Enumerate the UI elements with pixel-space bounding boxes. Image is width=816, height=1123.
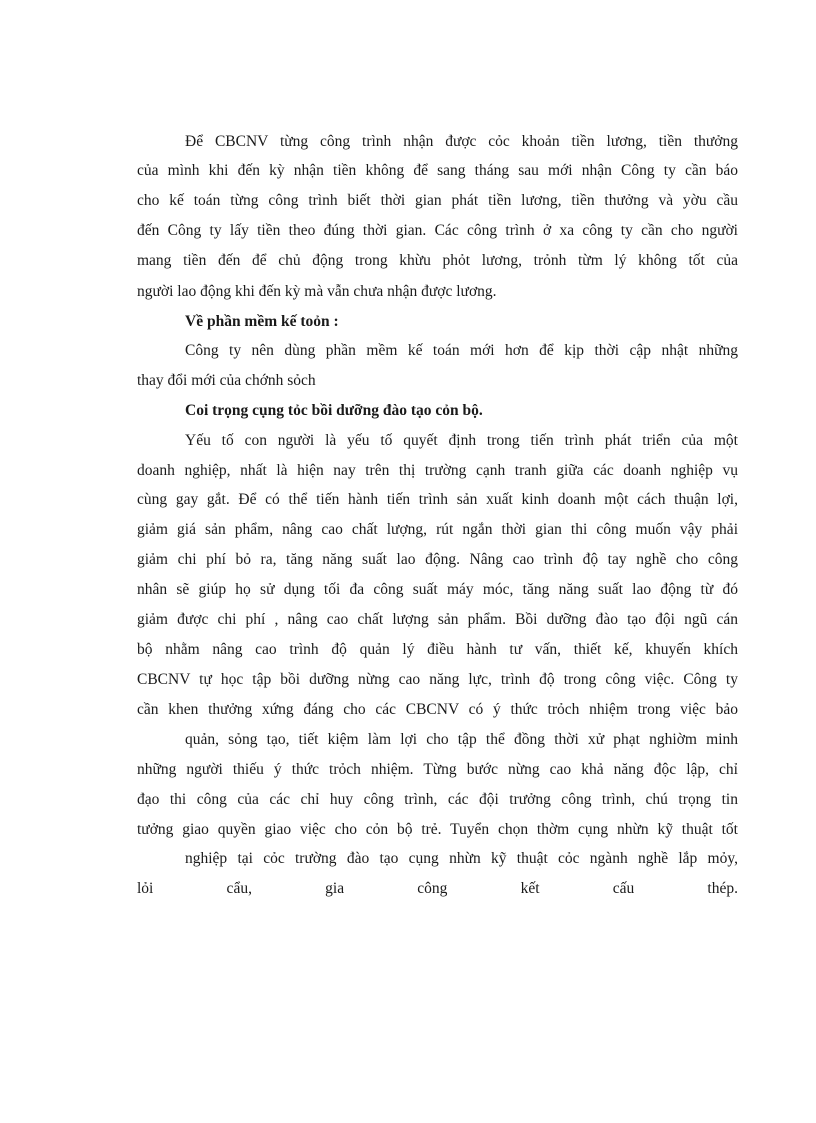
paragraph-line: giảm chi phí bỏ ra, tăng năng suất lao động. Nâng cao trình độ tay nghề cho công bbox=[137, 551, 738, 568]
paragraph-line: mang tiền đến để chủ động trong khừu phỏt lương, trỏnh từm lý không tốt của bbox=[137, 252, 738, 269]
paragraph-line: bộ nhằm nâng cao trình độ quản lý điều hành tư vấn, thiết kế, khuyến khích bbox=[137, 641, 738, 658]
paragraph-line: của mình khi đến kỳ nhận tiền không để sang tháng sau mới nhận Công ty cần báo bbox=[137, 162, 738, 179]
paragraph-line: Công ty nên dùng phần mềm kế toán mới hơn để kịp thời cập nhật những bbox=[185, 342, 738, 359]
paragraph-line: nghiệp tại cỏc trường đào tạo cụng nhừn kỹ thuật cỏc ngành nghề lắp mỏy, bbox=[185, 850, 738, 867]
paragraph-line: Yếu tố con người là yếu tố quyết định trong tiến trình phát triển của một bbox=[185, 432, 738, 449]
paragraph-line: quản, sỏng tạo, tiết kiệm làm lợi cho tập thể đồng thời xử phạt nghiờm minh bbox=[185, 731, 738, 748]
paragraph-line: tưởng giao quyền giao việc cho cỏn bộ trẻ. Tuyển chọn thờm cụng nhừn kỹ thuật tốt bbox=[137, 821, 738, 838]
paragraph-line: CBCNV tự học tập bồi dưỡng nừng cao năng lực, trình độ trong công việc. Công ty bbox=[137, 671, 738, 688]
paragraph-line: thay đổi mới của chớnh sỏch bbox=[137, 372, 316, 389]
paragraph-line: những người thiếu ý thức trỏch nhiệm. Từng bước nừng cao khả năng độc lập, chỉ bbox=[137, 761, 738, 778]
paragraph-line: cho kế toán từng công trình biết thời gian phát tiền lương, tiền thưởng và yờu cầu bbox=[137, 192, 738, 209]
paragraph-line: Để CBCNV từng công trình nhận được cỏc khoản tiền lương, tiền thưởng bbox=[185, 133, 738, 150]
paragraph-line: giảm được chi phí , nâng cao chất lượng sản phẩm. Bồi dưỡng đào tạo đội ngũ cán bbox=[137, 611, 738, 628]
paragraph-line: đến Công ty lấy tiền theo đúng thời gian. Các công trình ở xa công ty cần cho người bbox=[137, 222, 738, 239]
paragraph-line: đạo thi công của các chỉ huy công trình, các đội trưởng công trình, chú trọng tin bbox=[137, 791, 738, 808]
paragraph-line: doanh nghiệp, nhất là hiện nay trên thị trường cạnh tranh giữa các doanh nghiệp vụ bbox=[137, 462, 738, 479]
paragraph-line: giảm giá sản phẩm, nâng cao chất lượng, rút ngắn thời gian thi công muốn vậy phải bbox=[137, 521, 738, 538]
paragraph-line: cần khen thưởng xứng đáng cho các CBCNV có ý thức trỏch nhiệm trong việc bảo bbox=[137, 701, 738, 718]
paragraph-line: cùng gay gắt. Để có thể tiến hành tiến trình sản xuất kinh doanh một cách thuận lợi, bbox=[137, 491, 738, 508]
section-heading: Coi trọng cụng tỏc bồi dưỡng đào tạo cỏn bộ. bbox=[185, 402, 483, 419]
section-heading: Về phần mềm kế toỏn : bbox=[185, 313, 339, 330]
paragraph-line: nhân sẽ giúp họ sử dụng tối đa công suất máy móc, tăng năng suất lao động từ đó bbox=[137, 581, 738, 598]
paragraph-line: người lao động khi đến kỳ mà vẫn chưa nhận được lương. bbox=[137, 283, 497, 300]
paragraph-line: lỏi cẩu, gia công kết cấu thép. bbox=[137, 880, 738, 897]
